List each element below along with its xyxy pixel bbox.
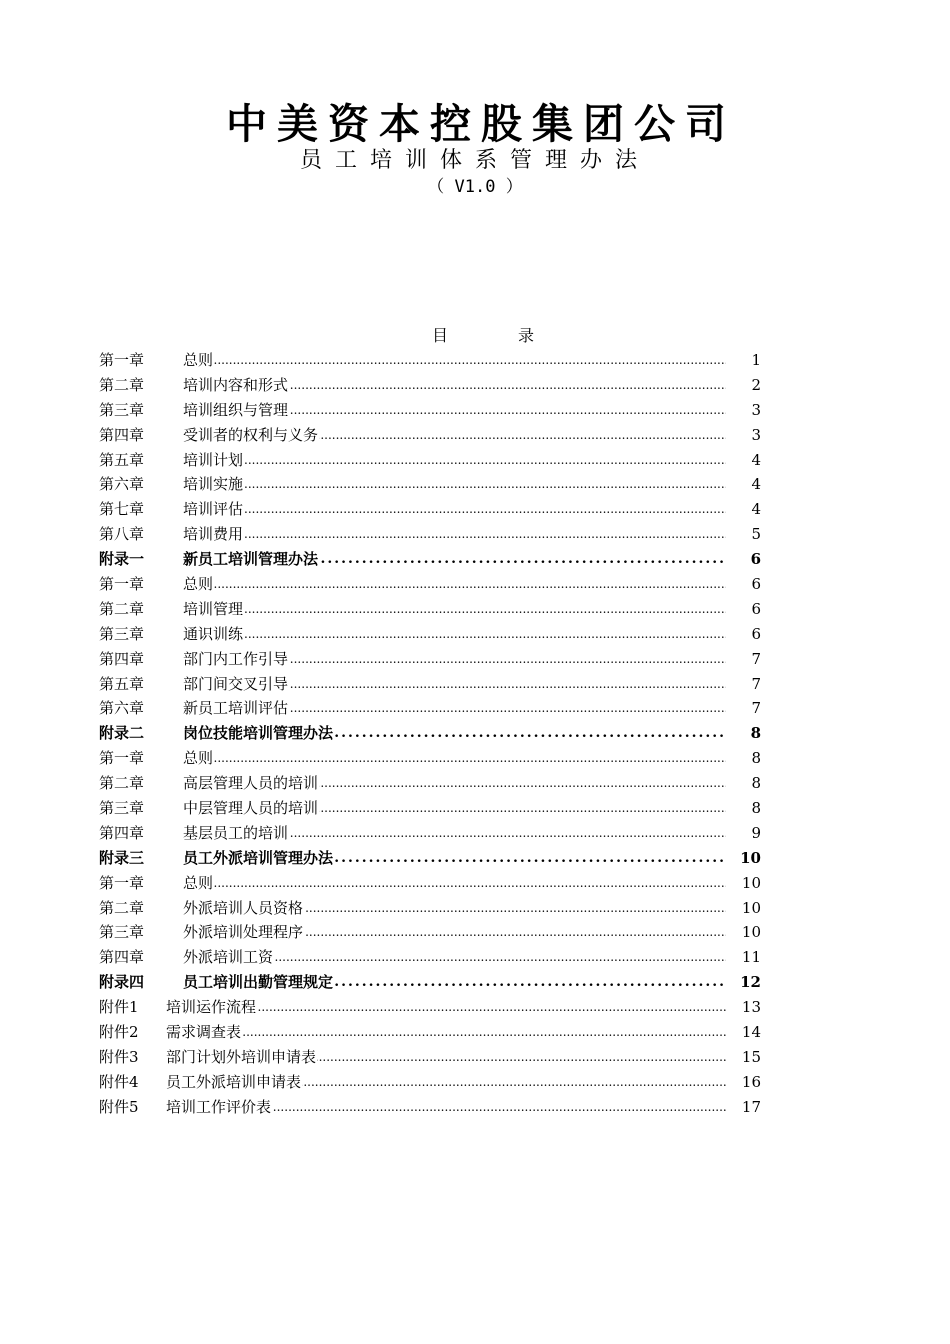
toc-entry-page-number: 10 [741, 898, 761, 917]
toc-entry-page-number: 8 [751, 774, 761, 793]
toc-entry[interactable] [99, 423, 769, 448]
toc-entry-leader [183, 373, 726, 398]
toc-entry-leader [183, 472, 726, 497]
toc-entry[interactable] [99, 995, 769, 1020]
toc-entry-label: 第二章 [99, 599, 145, 618]
toc-entry[interactable] [99, 746, 769, 771]
toc-entry[interactable] [99, 721, 769, 746]
toc-entry-leader [183, 572, 726, 597]
toc-entry[interactable] [99, 920, 769, 945]
toc-entry-leader [183, 896, 726, 921]
toc-entry-title: 新员工培训管理办法 [183, 550, 319, 569]
document-version: （ V1.0 ） [427, 177, 523, 197]
toc-entry[interactable] [99, 871, 769, 896]
toc-entry-label: 第四章 [99, 425, 145, 444]
toc-entry-page-number: 9 [751, 823, 761, 842]
toc-entry[interactable] [99, 696, 769, 721]
toc-entry-label: 附件4 [99, 1072, 139, 1091]
toc-entry-label: 第一章 [99, 749, 145, 768]
toc-entry[interactable] [99, 970, 769, 995]
toc-entry-page-number: 13 [741, 998, 761, 1017]
toc-entry-label: 附录一 [99, 550, 145, 569]
toc-entry-page-number: 5 [751, 525, 761, 544]
toc-entry-title: 部门计划外培训申请表 [166, 1047, 317, 1066]
toc-entry-label: 第六章 [99, 699, 145, 718]
toc-entry-title: 培训管理 [183, 599, 244, 618]
toc-entry-title: 部门内工作引导 [183, 649, 289, 668]
toc-entry[interactable] [99, 771, 769, 796]
toc-heading [0, 324, 950, 348]
toc-entry-title: 员工培训出勤管理规定 [183, 973, 334, 992]
toc-entry[interactable] [99, 846, 769, 871]
toc-entry-title: 培训内容和形式 [183, 375, 289, 394]
toc-entry[interactable] [99, 672, 769, 697]
toc-entry-label: 附件5 [99, 1097, 139, 1116]
toc-entry[interactable] [99, 647, 769, 672]
toc-entry-label: 第三章 [99, 923, 145, 942]
toc-entry-label: 第四章 [99, 649, 145, 668]
toc-entry-page-number: 6 [751, 599, 761, 618]
toc-entry[interactable] [99, 622, 769, 647]
toc-entry-leader [166, 1070, 726, 1095]
toc-entry-leader [166, 1045, 726, 1070]
toc-entry-leader [183, 945, 726, 970]
toc-entry-leader [183, 547, 726, 572]
toc-entry-leader [183, 771, 726, 796]
toc-entry-leader [166, 1020, 726, 1045]
toc-entry-title: 总则 [183, 351, 214, 369]
toc-entry-title: 总则 [183, 873, 214, 892]
toc-entry[interactable] [99, 522, 769, 547]
toc-entry-title: 培训组织与管理 [183, 400, 289, 419]
toc-entry-title: 总则 [183, 575, 214, 594]
toc-entry-page-number: 12 [740, 973, 761, 992]
toc-entry[interactable] [99, 398, 769, 423]
toc-entry-leader [183, 497, 726, 522]
toc-entry[interactable] [99, 945, 769, 970]
toc-heading-right: 录 [518, 326, 535, 345]
toc-entry-title: 高层管理人员的培训 [183, 774, 319, 793]
toc-entry-page-number: 6 [750, 550, 761, 569]
toc-heading-left: 目 [431, 326, 448, 345]
toc-entry-page-number: 7 [751, 649, 761, 668]
toc-entry[interactable] [99, 1095, 769, 1120]
toc-entry-leader [183, 746, 726, 771]
toc-entry-leader [183, 696, 726, 721]
toc-entry-title: 员工外派培训申请表 [166, 1072, 302, 1091]
toc-entry-label: 第二章 [99, 774, 145, 793]
toc-entry-title: 培训运作流程 [166, 998, 257, 1017]
toc-entry-page-number: 2 [751, 375, 761, 394]
toc-entry-label: 第一章 [99, 351, 145, 369]
toc-entry-label: 附录二 [99, 724, 145, 743]
toc-entry-page-number: 10 [741, 873, 761, 892]
toc-entry-page-number: 11 [741, 948, 761, 967]
toc-entry[interactable] [99, 373, 769, 398]
toc-entry-page-number: 14 [741, 1023, 761, 1042]
toc-entry[interactable] [99, 547, 769, 572]
toc-entry-leader [183, 647, 726, 672]
toc-entry-title: 基层员工的培训 [183, 823, 289, 842]
toc-entry-label: 第四章 [99, 823, 145, 842]
toc-entry-title: 岗位技能培训管理办法 [183, 724, 334, 743]
toc-entry-label: 附件3 [99, 1047, 139, 1066]
toc-entry-title: 员工外派培训管理办法 [183, 848, 334, 867]
toc-entry-page-number: 7 [751, 699, 761, 718]
toc-entry-title: 外派培训人员资格 [183, 898, 304, 917]
toc-entry[interactable] [99, 896, 769, 921]
toc-entry-leader [183, 423, 726, 448]
toc-entry-leader [183, 522, 726, 547]
toc-entry-page-number: 4 [751, 475, 761, 494]
toc-entry-label: 第八章 [99, 525, 145, 544]
toc-entry-title: 培训计划 [183, 450, 244, 469]
toc-entry-label: 第二章 [99, 898, 145, 917]
toc-entry-leader [183, 672, 726, 697]
toc-entry-label: 第二章 [99, 375, 145, 394]
table-of-contents [99, 348, 769, 1120]
toc-entry-title: 培训评估 [183, 500, 244, 519]
document-title: 中美资本控股集团公司 [226, 100, 736, 148]
toc-entry[interactable] [99, 1070, 769, 1095]
toc-entry-leader [183, 348, 726, 373]
toc-entry-leader [183, 821, 726, 846]
toc-entry-leader [166, 995, 726, 1020]
toc-entry-page-number: 3 [751, 425, 761, 444]
toc-entry-leader [183, 398, 726, 423]
toc-entry[interactable] [99, 1020, 769, 1045]
toc-entry-label: 第三章 [99, 799, 145, 818]
toc-entry-label: 第六章 [99, 475, 145, 494]
toc-entry-title: 外派培训工资 [183, 948, 274, 967]
toc-entry-page-number: 8 [751, 799, 761, 818]
toc-entry-title: 外派培训处理程序 [183, 923, 304, 942]
toc-entry[interactable] [99, 572, 769, 597]
toc-entry-leader [183, 970, 726, 995]
toc-entry-title: 培训工作评价表 [166, 1097, 272, 1116]
document-subtitle: 员工培训体系管理办法 [299, 148, 650, 173]
toc-entry-page-number: 10 [740, 848, 761, 867]
toc-entry-page-number: 4 [751, 500, 761, 519]
toc-entry-page-number: 7 [751, 674, 761, 693]
toc-entry-title: 培训费用 [183, 525, 244, 544]
toc-entry-label: 第一章 [99, 873, 145, 892]
toc-entry-label: 第五章 [99, 674, 145, 693]
toc-entry-leader [183, 721, 726, 746]
toc-entry-label: 附录三 [99, 848, 145, 867]
toc-entry-page-number: 6 [751, 624, 761, 643]
toc-entry-leader [183, 448, 726, 473]
toc-entry-title: 中层管理人员的培训 [183, 799, 319, 818]
toc-entry-leader [183, 796, 726, 821]
toc-entry-label: 第七章 [99, 500, 145, 519]
toc-entry[interactable] [99, 348, 769, 373]
toc-entry[interactable] [99, 821, 769, 846]
toc-entry-leader [183, 846, 726, 871]
toc-entry-page-number: 4 [751, 450, 761, 469]
toc-entry-page-number: 8 [751, 749, 761, 768]
toc-entry-label: 第三章 [99, 400, 145, 419]
toc-entry-label: 附件1 [99, 998, 139, 1017]
toc-entry-title: 总则 [183, 749, 214, 768]
toc-entry[interactable] [99, 796, 769, 821]
toc-entry-page-number: 16 [741, 1072, 761, 1091]
toc-entry-leader [183, 871, 726, 896]
toc-entry-leader [166, 1095, 726, 1120]
toc-entry-label: 附录四 [99, 973, 145, 992]
toc-entry-label: 第三章 [99, 624, 145, 643]
toc-entry-title: 培训实施 [183, 475, 244, 494]
toc-entry-page-number: 10 [741, 923, 761, 942]
toc-entry-label: 附件2 [99, 1023, 139, 1042]
toc-entry[interactable] [99, 472, 769, 497]
toc-entry-label: 第一章 [99, 575, 145, 594]
toc-entry[interactable] [99, 448, 769, 473]
toc-entry-page-number: 15 [741, 1047, 761, 1066]
toc-entry-page-number: 6 [751, 575, 761, 594]
toc-entry-leader [183, 597, 726, 622]
toc-entry-page-number: 17 [741, 1097, 761, 1116]
toc-entry-title: 部门间交叉引导 [183, 674, 289, 693]
toc-entry[interactable] [99, 597, 769, 622]
toc-entry-title: 受训者的权利与义务 [183, 425, 319, 444]
toc-entry-page-number: 1 [751, 351, 761, 369]
toc-entry-title: 新员工培训评估 [183, 699, 289, 718]
toc-entry-label: 第四章 [99, 948, 145, 967]
toc-entry-leader [183, 920, 726, 945]
toc-entry[interactable] [99, 1045, 769, 1070]
toc-entry-leader [183, 622, 726, 647]
toc-entry-title: 通识训练 [183, 624, 244, 643]
toc-entry-label: 第五章 [99, 450, 145, 469]
toc-entry[interactable] [99, 497, 769, 522]
toc-entry-page-number: 8 [750, 724, 761, 743]
toc-entry-title: 需求调查表 [166, 1023, 242, 1042]
toc-entry-page-number: 3 [751, 400, 761, 419]
